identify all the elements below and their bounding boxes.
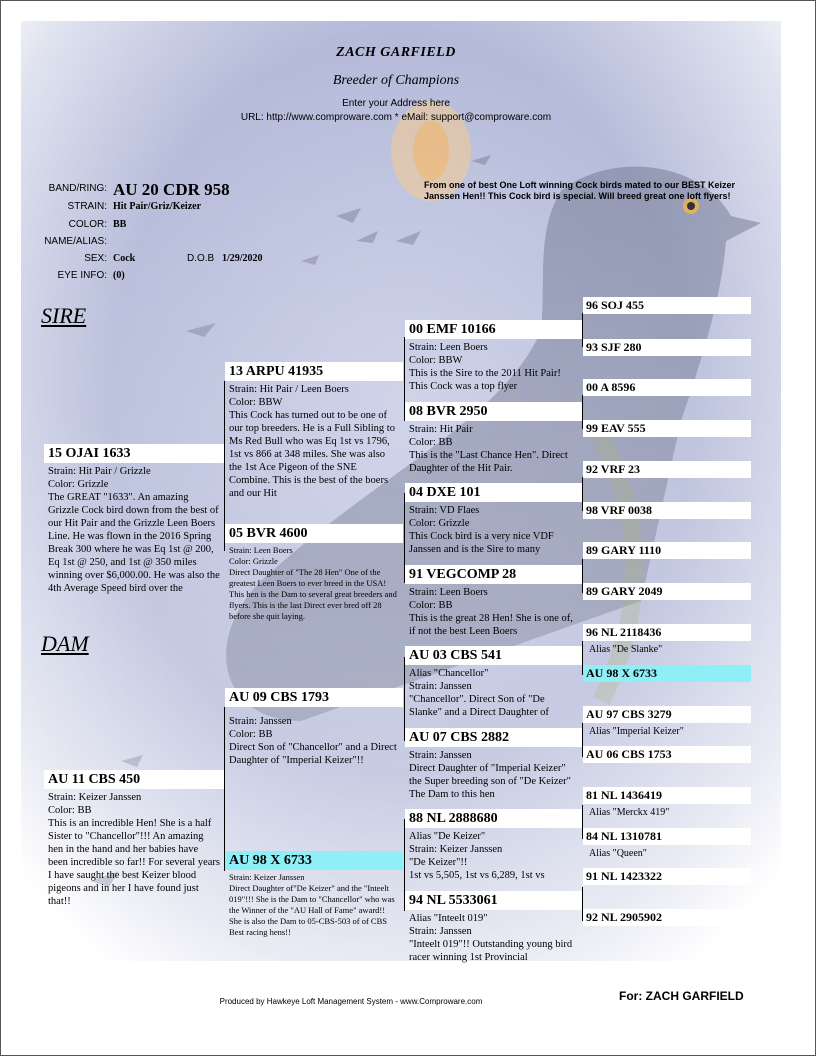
- gen4-box: [583, 746, 751, 763]
- gen4-band: 81 NL 1436419: [583, 787, 751, 804]
- detail-line: Alias "De Keizer": [409, 831, 486, 842]
- gen4-box: [583, 665, 751, 682]
- ssd-band: 08 BVR 2950: [405, 402, 582, 421]
- gen4-box: [583, 706, 751, 737]
- gen4-band: 96 SOJ 455: [583, 297, 751, 314]
- subject-eye: (0): [113, 270, 125, 281]
- subject-description: From one of best One Loft winning Cock birds mated to our BEST Keizer Janssen Hen!! This Cock bird is special. Will breed great one loft flyers!: [424, 180, 736, 201]
- gen4-box: [583, 542, 751, 559]
- gen4-band: 98 VRF 0038: [583, 502, 751, 519]
- gen4-band: 99 EAV 555: [583, 420, 751, 437]
- strain-label: STRAIN:: [67, 201, 107, 212]
- gen4-alias: Alias "Merckx 419": [589, 807, 670, 818]
- sire-detail-line: Color: Grizzle: [48, 479, 109, 490]
- gen4-alias: Alias "Queen": [589, 848, 647, 859]
- gen4-band: 84 NL 1310781: [583, 828, 751, 845]
- sds-band: 04 DXE 101: [405, 483, 582, 502]
- subject-strain: Hit Pair/Griz/Keizer: [113, 201, 202, 212]
- dds-band: 88 NL 2888680: [405, 809, 582, 828]
- sex-label: SEX:: [84, 253, 107, 264]
- breeder-address: Enter your Address here: [342, 98, 450, 109]
- detail-line: "De Keizer"!!: [409, 857, 468, 868]
- sdd-band: 91 VEGCOMP 28: [405, 565, 582, 584]
- gen4-box: [583, 502, 751, 519]
- gen4-box: [583, 379, 751, 396]
- sire-detail-line: The GREAT "1633". An amazing Grizzle Cock bird down from the best of our Hit Pair and the Grizzle Leen Boers Line. He was flown in the 2016 Spring Break 300 where he was Eq 1st @ 200, Eq 1st @ 250, and 1st @ 350 miles winning over $6,000.00. He was also the 4th Average Speed bird over the: [48, 492, 220, 594]
- detail-line: Strain: Janssen: [409, 926, 472, 937]
- subject-band: AU 20 CDR 958: [113, 180, 230, 199]
- sire-band: 15 OJAI 1633: [44, 444, 224, 463]
- detail-line: Alias "Chancellor": [409, 668, 489, 679]
- gen4-band: AU 98 X 6733: [583, 665, 751, 682]
- alias-label: NAME/ALIAS:: [44, 236, 107, 247]
- gen4-band: AU 06 CBS 1753: [583, 746, 751, 763]
- detail-line: This Cock has turned out to be one of our top breeders. He is a Full Sibling to Ms Red Bull who was Eq 1st vs 1796, 1st vs 866 at 348 miles. She was also the 1st Ace Pigeon of the SNE Combine. This is the best of the boers and our Hit: [229, 410, 395, 499]
- dam-band: AU 11 CBS 450: [44, 770, 224, 789]
- dss-band: AU 03 CBS 541: [405, 646, 582, 665]
- detail-line: Direct Daughter of "The 28 Hen" One of the greatest Leen Boers to ever breed in the USA! This hen is the Dam to several great breeders and flyers. This is the last Direct ever bred off 28 before she quit laying.: [229, 567, 397, 621]
- detail-line: Alias "Inteelt 019": [409, 913, 488, 924]
- sire-sire-box: [225, 362, 403, 511]
- gen4-band: 92 VRF 23: [583, 461, 751, 478]
- detail-line: Color: Grizzle: [229, 556, 278, 566]
- dam-dam-band: AU 98 X 6733: [225, 851, 403, 870]
- gen4-alias: Alias "Imperial Keizer": [589, 726, 684, 737]
- dam-box: [44, 770, 224, 921]
- detail-line: This is the Sire to the 2011 Hit Pair! This Cock was a top flyer: [409, 368, 561, 392]
- for-breeder-footer: For: ZACH GARFIELD: [619, 989, 744, 1003]
- gen4-box: [583, 909, 751, 926]
- dam-dam-box: [225, 851, 403, 952]
- dam-sire-box: [225, 688, 403, 785]
- detail-line: Strain: Janssen: [409, 750, 472, 761]
- gen4-band: 00 A 8596: [583, 379, 751, 396]
- gen4-box: [583, 297, 751, 314]
- detail-line: Strain: Janssen: [229, 716, 292, 727]
- detail-line: This is the "Last Chance Hen". Direct Daughter of the Hit Pair.: [409, 450, 568, 474]
- gen4-box: [583, 828, 751, 859]
- subject-sex: Cock: [113, 253, 136, 264]
- detail-line: "Chancellor". Direct Son of "De Slanke" and a Direct Daughter of: [409, 694, 549, 718]
- sire-sire-band: 13 ARPU 41935: [225, 362, 403, 381]
- gen4-box: [583, 583, 751, 600]
- dsd-box: [405, 728, 582, 807]
- detail-line: Strain: Keizer Janssen: [409, 844, 503, 855]
- dam-detail-line: This is an incredible Hen! She is a half Sister to "Chancellor"!!! An amazing hen in the hand and her babies have been incredible so far!! For several years I have saught the best Keizer blood pigeons and in her I have found just that!!: [48, 818, 221, 907]
- dss-box: [405, 646, 582, 725]
- dds-box: [405, 809, 582, 888]
- gen4-box: [583, 624, 751, 655]
- sire-dam-box: [225, 524, 403, 633]
- detail-line: Strain: Hit Pair: [409, 424, 473, 435]
- band-label: BAND/RING:: [48, 183, 107, 194]
- gen4-band: 91 NL 1423322: [583, 868, 751, 885]
- sire-detail-line: Strain: Hit Pair / Grizzle: [48, 466, 151, 477]
- detail-line: Color: BB: [409, 437, 453, 448]
- gen4-band: 89 GARY 1110: [583, 542, 751, 559]
- breeder-url-email: URL: http://www.comproware.com * eMail: support@comproware.com: [240, 112, 552, 123]
- detail-line: Strain: VD Flaes: [409, 505, 480, 516]
- gen4-band: 93 SJF 280: [583, 339, 751, 356]
- detail-line: "Inteelt 019"!! Outstanding young bird racer winning 1st Provincial: [409, 939, 573, 963]
- detail-line: Color: BB: [229, 729, 273, 740]
- detail-line: This is the great 28 Hen! She is one of, if not the best Leen Boers: [409, 613, 573, 637]
- detail-line: Strain: Keizer Janssen: [229, 872, 305, 882]
- sire-dam-band: 05 BVR 4600: [225, 524, 403, 543]
- gen4-box: [583, 339, 751, 356]
- gen4-band: 96 NL 2118436: [583, 624, 751, 641]
- sdd-box: [405, 565, 582, 644]
- gen4-box: [583, 420, 751, 437]
- detail-line: Color: BBW: [229, 397, 283, 408]
- sire-heading: SIRE: [41, 303, 87, 328]
- detail-line: Strain: Hit Pair / Leen Boers: [229, 384, 349, 395]
- detail-line: Strain: Janssen: [409, 681, 472, 692]
- gen4-band: AU 97 CBS 3279: [583, 706, 751, 723]
- detail-line: Strain: Leen Boers: [409, 342, 488, 353]
- detail-line: Strain: Leen Boers: [229, 545, 293, 555]
- detail-line: Color: Grizzle: [409, 518, 470, 529]
- detail-line: Direct Daughter of "Imperial Keizer" the Super breeding son of "De Keizer" The Dam to this hen: [409, 763, 571, 800]
- detail-line: Strain: Leen Boers: [409, 587, 488, 598]
- sire-box: [44, 444, 224, 625]
- dam-heading: DAM: [41, 631, 89, 656]
- detail-line: This Cock bird is a very nice VDF Janssen and is the Sire to many: [409, 531, 554, 555]
- dam-sire-band: AU 09 CBS 1793: [225, 688, 403, 707]
- gen4-alias: Alias "De Slanke": [589, 644, 663, 655]
- eye-label: EYE INFO:: [57, 270, 107, 281]
- breeder-tagline: Breeder of Champions: [332, 73, 460, 88]
- detail-line: Color: BBW: [409, 355, 463, 366]
- ddd-band: 94 NL 5533061: [405, 891, 582, 910]
- detail-line: Direct Son of "Chancellor" and a Direct Daughter of "Imperial Keizer"!!: [229, 742, 397, 766]
- gen4-band: 89 GARY 2049: [583, 583, 751, 600]
- ssd-box: [405, 402, 582, 481]
- dam-detail-line: Strain: Keizer Janssen: [48, 792, 142, 803]
- subject-dob: 1/29/2020: [222, 253, 263, 264]
- detail-line: Color: BB: [409, 600, 453, 611]
- dob-label: D.O.B: [187, 253, 215, 264]
- dsd-band: AU 07 CBS 2882: [405, 728, 582, 747]
- ddd-box: [405, 891, 582, 970]
- sss-band: 00 EMF 10166: [405, 320, 582, 339]
- sss-box: [405, 320, 582, 399]
- gen4-band: 92 NL 2905902: [583, 909, 751, 926]
- sds-box: [405, 483, 582, 562]
- produced-by-footer: Produced by Hawkeye Loft Management System - www.Comproware.com: [219, 997, 483, 1006]
- dam-detail-line: Color: BB: [48, 805, 92, 816]
- gen4-box: [583, 868, 751, 885]
- gen4-box: [583, 787, 751, 818]
- subject-color: BB: [113, 219, 127, 230]
- gen4-box: [583, 461, 751, 478]
- color-label: COLOR:: [68, 219, 107, 230]
- detail-line: Direct Daughter of"De Keizer" and the "Inteelt 019"!!! She is the Dam to "Chancellor" who was the Winner of the "AU Hall of Fame" award!! She is also the Dam to 05-CBS-503 of of CBS Best racing hens!!: [229, 883, 395, 937]
- breeder-name: ZACH GARFIELD: [336, 45, 456, 60]
- detail-line: 1st vs 5,505, 1st vs 6,289, 1st vs: [409, 870, 545, 881]
